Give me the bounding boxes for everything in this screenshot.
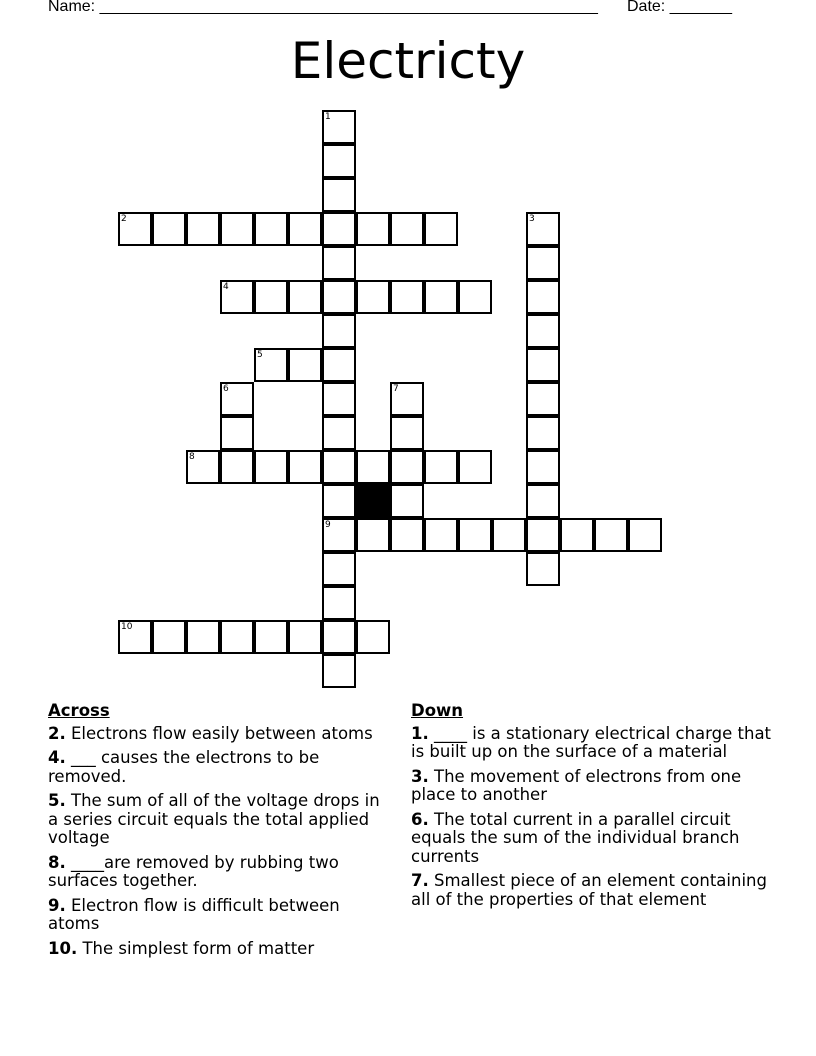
clue-number: 9 [325, 520, 331, 530]
grid-cell[interactable] [322, 654, 356, 688]
clue-number: 6. [411, 809, 429, 829]
grid-cell[interactable] [322, 484, 356, 518]
grid-cell[interactable] [288, 450, 322, 484]
grid-cell[interactable] [322, 620, 356, 654]
across-clue [48, 725, 393, 744]
grid-cell-9[interactable] [322, 518, 356, 552]
grid-cell-8[interactable] [186, 450, 220, 484]
clue-text: Smallest piece of an element containing all of the properties of that element [411, 871, 767, 909]
clue-text: ___ causes the electrons to be removed. [48, 748, 320, 786]
grid-cell[interactable] [594, 518, 628, 552]
grid-block [356, 484, 390, 518]
clue-number: 2 [121, 214, 127, 224]
grid-cell[interactable] [390, 280, 424, 314]
clue-text: ____ is a stationary electrical charge that is built up on the surface of a material [411, 723, 772, 761]
name-field[interactable]: Name: ________________________________________________________ [48, 0, 598, 15]
grid-cell[interactable] [390, 484, 424, 518]
grid-cell[interactable] [322, 416, 356, 450]
clue-number: 10. [48, 938, 78, 958]
grid-cell[interactable] [458, 450, 492, 484]
across-clue [48, 792, 393, 848]
grid-cell[interactable] [526, 382, 560, 416]
grid-cell[interactable] [220, 450, 254, 484]
clue-number: 5 [257, 350, 263, 360]
grid-cell[interactable] [356, 518, 390, 552]
clue-number: 7 [393, 384, 399, 394]
grid-cell[interactable] [628, 518, 662, 552]
grid-cell[interactable] [322, 178, 356, 212]
grid-cell[interactable] [390, 450, 424, 484]
clue-number: 4 [223, 282, 229, 292]
clue-text: Electrons flow easily between atoms [65, 723, 373, 743]
down-clues [411, 702, 781, 915]
grid-cell[interactable] [254, 280, 288, 314]
across-clue [48, 897, 393, 934]
clue-number: 1 [325, 112, 331, 122]
grid-cell-6[interactable] [220, 382, 254, 416]
clue-number: 6 [223, 384, 229, 394]
grid-cell[interactable] [322, 314, 356, 348]
across-clue [48, 749, 393, 786]
down-clue [411, 872, 781, 909]
grid-cell[interactable] [152, 620, 186, 654]
grid-cell[interactable] [220, 416, 254, 450]
grid-cell-10[interactable] [118, 620, 152, 654]
grid-cell[interactable] [526, 314, 560, 348]
grid-cell[interactable] [526, 450, 560, 484]
grid-cell-3[interactable] [526, 212, 560, 246]
grid-cell[interactable] [322, 246, 356, 280]
down-clue [411, 725, 781, 762]
grid-cell[interactable] [288, 280, 322, 314]
grid-cell[interactable] [424, 450, 458, 484]
grid-cell[interactable] [288, 348, 322, 382]
clue-number: 3 [529, 214, 535, 224]
grid-cell[interactable] [356, 620, 390, 654]
grid-cell[interactable] [322, 280, 356, 314]
grid-cell[interactable] [254, 212, 288, 246]
grid-cell[interactable] [186, 212, 220, 246]
grid-cell[interactable] [152, 212, 186, 246]
grid-cell[interactable] [526, 552, 560, 586]
grid-cell[interactable] [526, 246, 560, 280]
grid-cell[interactable] [492, 518, 526, 552]
clue-number: 8. [48, 852, 66, 872]
grid-cell-1[interactable] [322, 110, 356, 144]
clue-number: 1. [411, 723, 429, 743]
down-clue [411, 768, 781, 805]
grid-cell[interactable] [424, 280, 458, 314]
clue-text: The simplest form of matter [77, 938, 315, 958]
grid-cell[interactable] [322, 212, 356, 246]
grid-cell[interactable] [424, 518, 458, 552]
grid-cell[interactable] [526, 484, 560, 518]
across-clues [48, 702, 393, 964]
grid-cell[interactable] [458, 518, 492, 552]
down-heading: Down [411, 701, 464, 720]
clue-number: 10 [121, 622, 133, 632]
grid-cell[interactable] [356, 212, 390, 246]
grid-cell[interactable] [322, 586, 356, 620]
across-clue [48, 940, 393, 959]
grid-cell-5[interactable] [254, 348, 288, 382]
grid-cell[interactable] [254, 450, 288, 484]
grid-cell[interactable] [322, 144, 356, 178]
grid-cell[interactable] [186, 620, 220, 654]
clue-number: 3. [411, 766, 429, 786]
clue-text: The total current in a parallel circuit equals the sum of the individual branch currents [411, 809, 740, 866]
grid-cell[interactable] [322, 450, 356, 484]
clue-text: Electron flow is difficult between atoms [48, 895, 340, 933]
page-title: Electricty [290, 32, 526, 90]
clue-number: 7. [411, 871, 429, 890]
grid-cell[interactable] [560, 518, 594, 552]
grid-cell[interactable] [356, 450, 390, 484]
date-field[interactable]: Date: _______ [627, 0, 732, 15]
grid-cell[interactable] [322, 382, 356, 416]
grid-cell[interactable] [390, 416, 424, 450]
grid-cell[interactable] [526, 518, 560, 552]
clue-number: 9. [48, 895, 66, 915]
grid-cell-2[interactable] [118, 212, 152, 246]
grid-cell[interactable] [356, 280, 390, 314]
grid-cell[interactable] [288, 212, 322, 246]
grid-cell[interactable] [288, 620, 322, 654]
across-heading: Across [48, 701, 110, 720]
clue-text: ____are removed by rubbing two surfaces together. [48, 852, 339, 890]
grid-cell[interactable] [220, 212, 254, 246]
clue-text: The movement of electrons from one place to another [411, 766, 742, 804]
grid-cell[interactable] [322, 348, 356, 382]
grid-cell-4[interactable] [220, 280, 254, 314]
clue-number: 4. [48, 748, 66, 767]
clue-number: 5. [48, 791, 66, 810]
grid-cell-7[interactable] [390, 382, 424, 416]
grid-cell[interactable] [424, 212, 458, 246]
grid-cell[interactable] [458, 280, 492, 314]
across-clue [48, 854, 393, 891]
grid-cell[interactable] [322, 552, 356, 586]
down-clue [411, 811, 781, 867]
clue-number: 8 [189, 452, 195, 462]
grid-cell[interactable] [390, 518, 424, 552]
grid-cell[interactable] [254, 620, 288, 654]
clue-text: The sum of all of the voltage drops in a series circuit equals the total applied voltage [48, 791, 380, 847]
grid-cell[interactable] [526, 280, 560, 314]
grid-cell[interactable] [390, 212, 424, 246]
grid-cell[interactable] [526, 348, 560, 382]
grid-cell[interactable] [526, 416, 560, 450]
clue-number: 2. [48, 723, 66, 743]
grid-cell[interactable] [220, 620, 254, 654]
